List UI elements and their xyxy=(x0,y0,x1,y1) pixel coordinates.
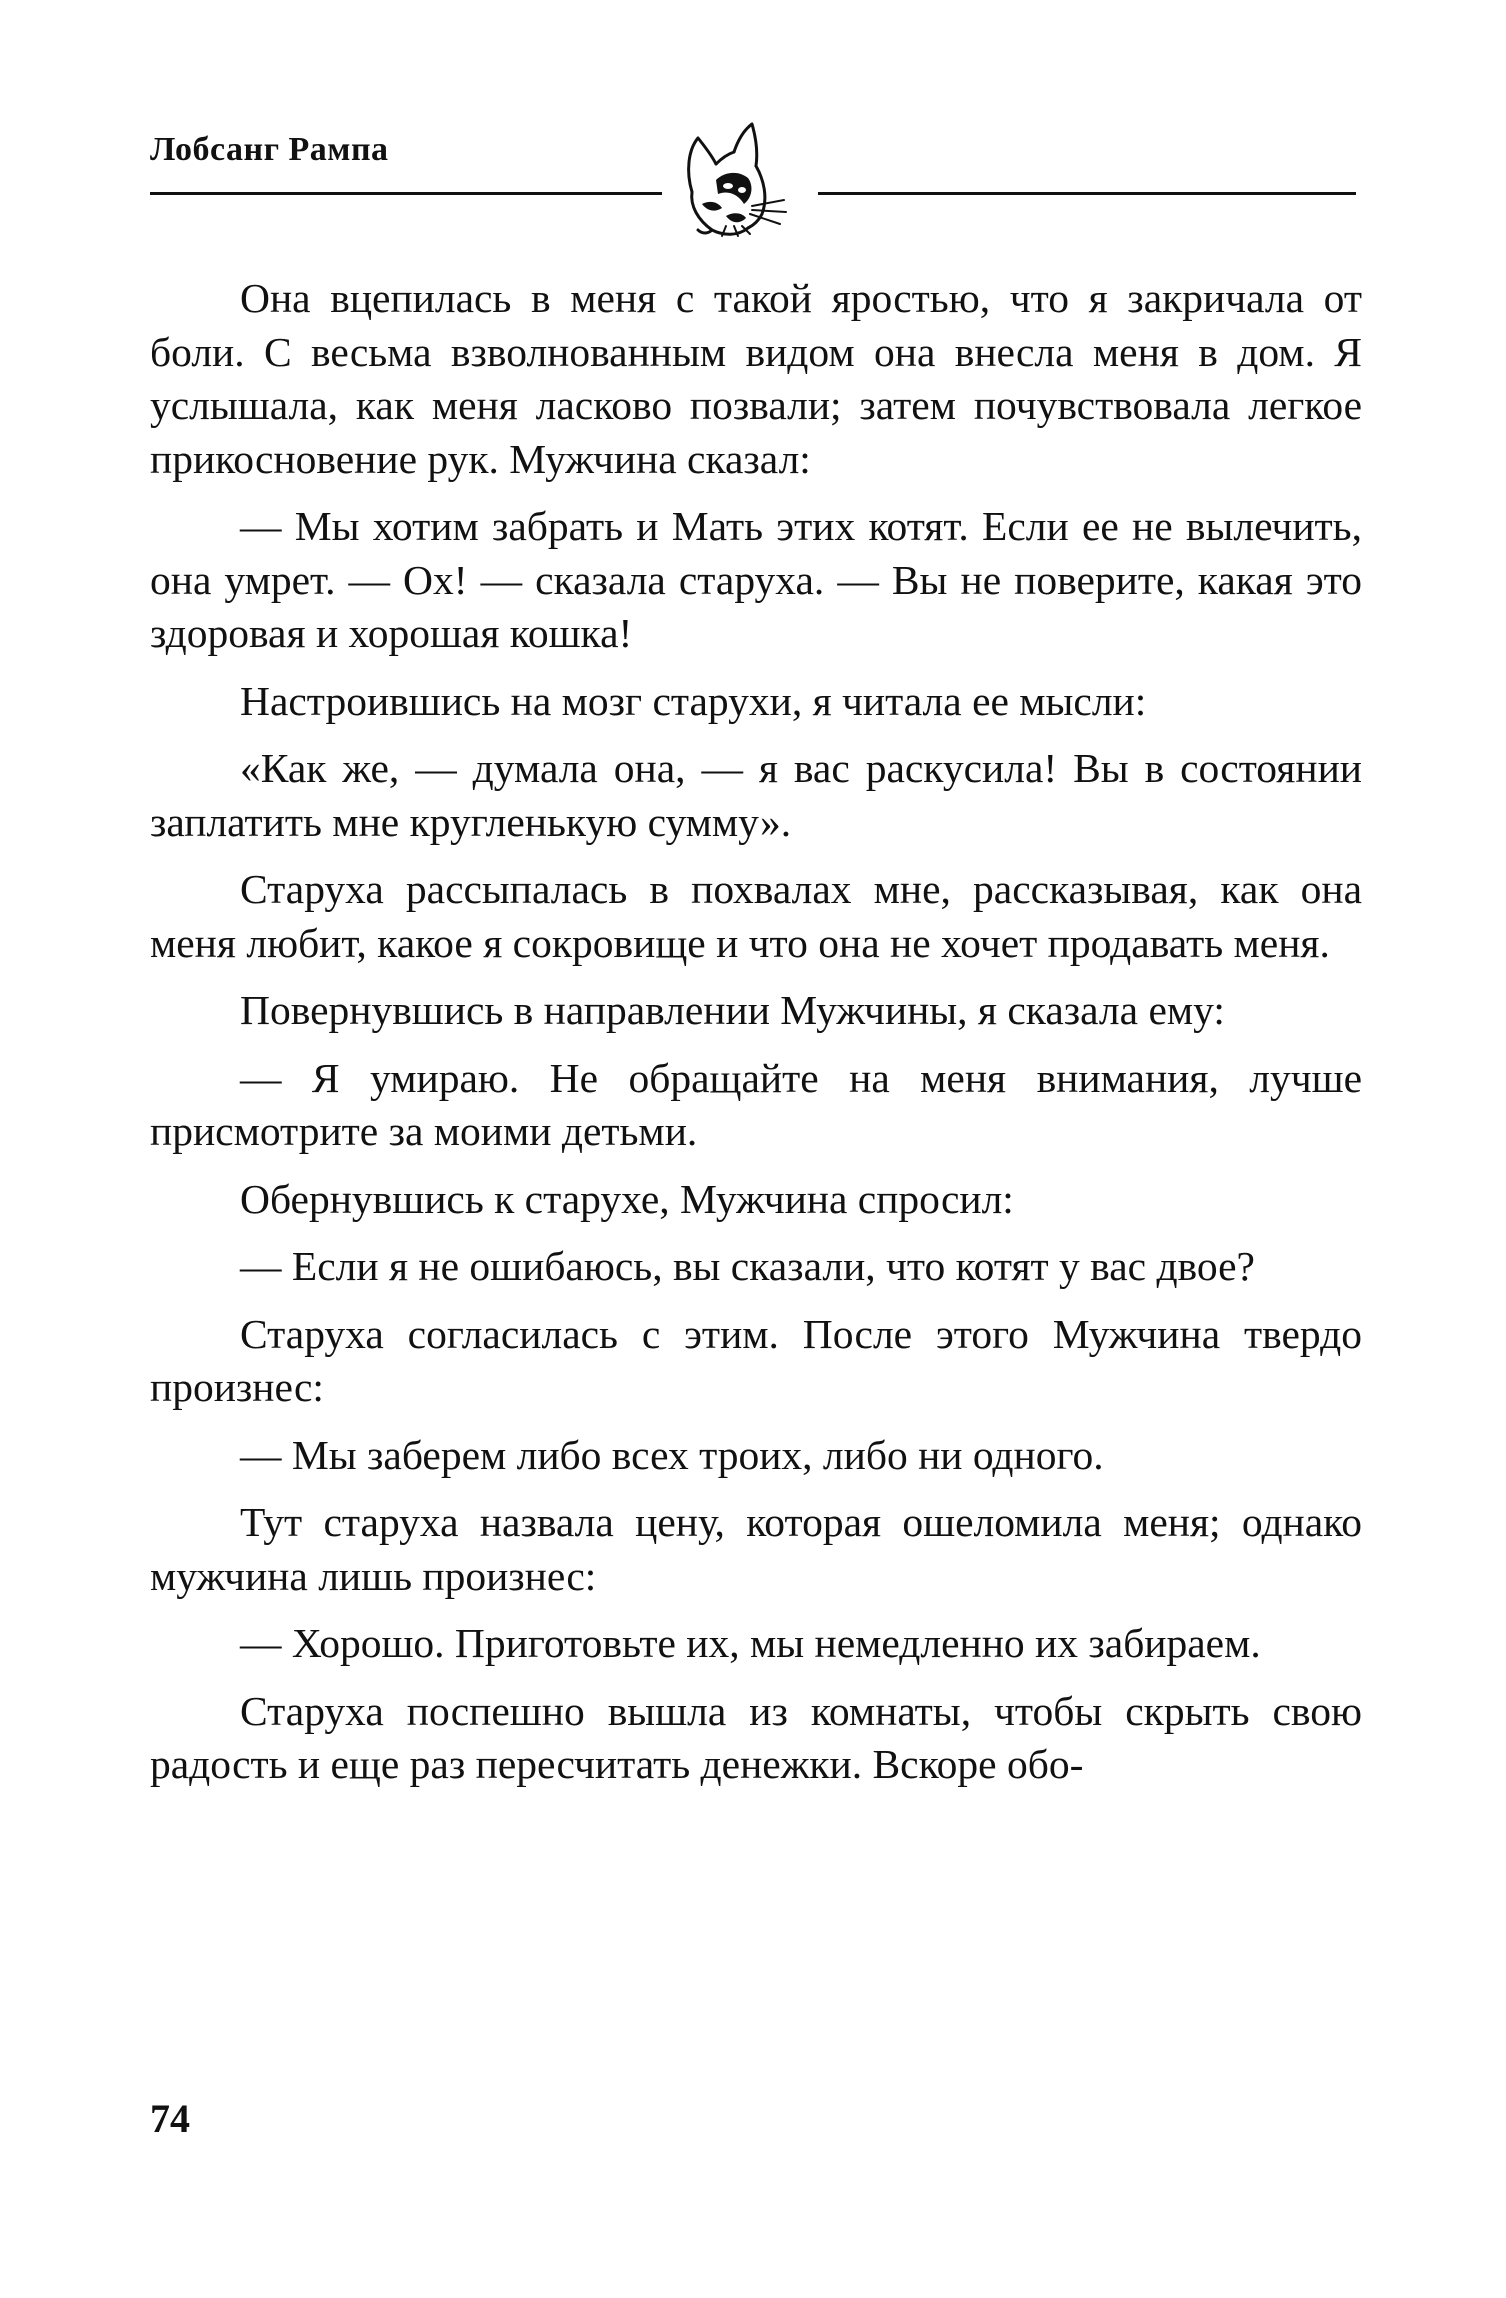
running-header-author: Лобсанг Рампа xyxy=(150,131,389,168)
paragraph: Обернувшись к старухе, Мужчина спросил: xyxy=(240,1175,1014,1222)
paragraph: Настроившись на мозг старухи, я читала ее мысли: xyxy=(240,677,1147,724)
paragraph: — Хорошо. Приготовьте их, мы немедленно их забираем. xyxy=(240,1620,1261,1666)
paragraph: Старуха поспешно вышла из комнаты, чтобы скрыть свою радость и еще раз пересчитать денежки. Вскоре обо- xyxy=(150,1687,1362,1787)
paragraph: — Если я не ошибаюсь, вы сказали, что котят у вас двое? xyxy=(240,1243,1255,1289)
paragraph: Она вцепилась в меня с такой яростью, что я закричала от боли. С весьма взволнованным видом она внесла меня в дом. Я услышала, как меня ласково позвали; затем почувствовала легкое прикосновение рук. Мужчина сказал: xyxy=(150,275,1362,482)
paragraph: — Мы заберем либо всех троих, либо ни одного. xyxy=(240,1431,1104,1478)
page-body xyxy=(150,272,1362,1806)
header-rule-left xyxy=(150,192,662,195)
paragraph: Тут старуха назвала цену, которая ошеломила меня; однако мужчина лишь произнес: xyxy=(150,1499,1362,1599)
page-number: 74 xyxy=(150,2096,190,2141)
paragraph: Старуха рассыпалась в похвалах мне, рассказывая, как она меня любит, какое я сокровище и что она не хочет продавать меня. xyxy=(150,866,1362,966)
paragraph: Старуха согласилась с этим. После этого Мужчина твердо произнес: xyxy=(150,1310,1362,1410)
header-rule-right xyxy=(818,192,1356,195)
paragraph: — Я умираю. Не обращайте на меня внимания, лучше присмотрите за моими детьми. xyxy=(150,1054,1362,1154)
paragraph: — Мы хотим забрать и Мать этих котят. Если ее не вылечить, она умрет. — Ох! — сказала старуха. — Вы не поверите, какая это здоровая и хорошая кошка! xyxy=(150,503,1362,656)
paragraph: «Как же, — думала она, — я вас раскусила! Вы в состоянии заплатить мне кругленькую сумму». xyxy=(150,745,1362,845)
cat-head-icon xyxy=(672,120,812,238)
paragraph: Повернувшись в направлении Мужчины, я сказала ему: xyxy=(240,987,1225,1033)
running-header xyxy=(150,120,1356,240)
